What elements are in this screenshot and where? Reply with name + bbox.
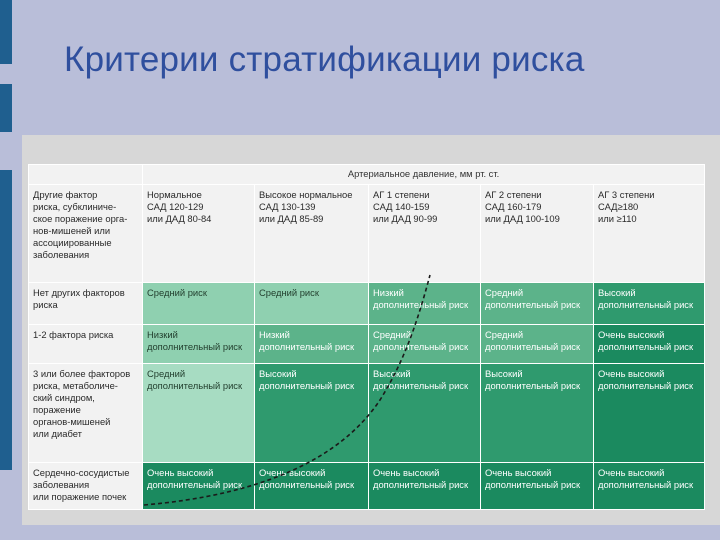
risk-cell-line: Высокий <box>485 367 523 379</box>
row-header-line: ский синдром, <box>33 391 95 403</box>
risk-cell-line: дополнительный риск <box>259 379 355 391</box>
row-header <box>29 283 143 324</box>
risk-cell-line: Очень высокий <box>598 367 665 379</box>
column-header-row <box>29 184 705 283</box>
risk-cell-line: дополнительный риск <box>147 340 243 352</box>
risk-cell <box>255 283 369 324</box>
risk-cell-line: Средний <box>485 287 524 299</box>
row-header-line: заболевания <box>33 478 90 490</box>
risk-cell <box>369 283 481 324</box>
column-header-line: или ДАД 90-99 <box>373 212 438 224</box>
risk-cell-line: дополнительный риск <box>598 340 694 352</box>
column-header-line: САД 140-159 <box>373 200 430 212</box>
accent-bar-top <box>0 0 12 64</box>
risk-cell-line: Средний риск <box>147 287 207 299</box>
risk-cell-line: Низкий <box>259 328 290 340</box>
risk-cell-line: дополнительный риск <box>485 340 581 352</box>
risk-cell <box>369 363 481 462</box>
column-header <box>143 184 255 283</box>
column-header <box>594 184 705 283</box>
table-row <box>29 363 705 462</box>
risk-cell <box>481 324 594 363</box>
risk-cell <box>481 462 594 509</box>
column-header-line: или ≥110 <box>598 212 637 224</box>
risk-cell-line: Средний риск <box>259 287 319 299</box>
risk-cell <box>369 462 481 509</box>
row-header-line: или поражение почек <box>33 490 127 502</box>
risk-cell-line: Средний <box>147 367 186 379</box>
corner-header-line: заболевания <box>33 248 90 260</box>
risk-cell <box>255 462 369 509</box>
risk-cell-line: Средний <box>373 328 412 340</box>
risk-cell <box>481 363 594 462</box>
column-header-line: Нормальное <box>147 188 202 200</box>
risk-cell <box>143 283 255 324</box>
risk-cell-line: дополнительный риск <box>598 299 694 311</box>
row-header-line: или диабет <box>33 427 82 439</box>
row-header-line: Нет других факторов <box>33 287 125 299</box>
risk-cell-line: дополнительный риск <box>598 478 694 490</box>
row-header-line: органов-мишеней <box>33 415 111 427</box>
risk-cell-line: дополнительный риск <box>373 379 469 391</box>
row-header-line: 1-2 фактора риска <box>33 328 114 340</box>
risk-cell-line: дополнительный риск <box>485 478 581 490</box>
column-header <box>481 184 594 283</box>
risk-cell-line: Очень высокий <box>147 466 214 478</box>
risk-cell-line: дополнительный риск <box>147 379 243 391</box>
risk-cell-line: дополнительный риск <box>373 299 469 311</box>
column-header-line: АГ 1 степени <box>373 188 430 200</box>
column-header-line: или ДАД 100-109 <box>485 212 560 224</box>
column-header-line: Высокое нормальное <box>259 188 353 200</box>
risk-cell-line: Высокий <box>373 367 411 379</box>
column-header <box>369 184 481 283</box>
row-header-line: Сердечно-сосудистые <box>33 466 130 478</box>
risk-cell-line: дополнительный риск <box>598 379 694 391</box>
risk-cell-line: Очень высокий <box>373 466 440 478</box>
row-header-line: риска <box>33 299 58 311</box>
slide-title: Критерии стратификации риска <box>64 40 585 79</box>
risk-cell <box>369 324 481 363</box>
risk-cell-line: дополнительный риск <box>259 340 355 352</box>
table-row <box>29 324 705 363</box>
corner-header-line: ское поражение орга- <box>33 212 128 224</box>
column-header-line: САД≥180 <box>598 200 639 212</box>
row-header-line: поражение <box>33 403 81 415</box>
column-header-line: САД 120-129 <box>147 200 204 212</box>
risk-cell-line: дополнительный риск <box>373 340 469 352</box>
table-row <box>29 462 705 509</box>
column-header-line: САД 160-179 <box>485 200 542 212</box>
risk-cell <box>255 363 369 462</box>
risk-cell <box>143 324 255 363</box>
risk-cell-line: Средний <box>485 328 524 340</box>
row-header <box>29 363 143 462</box>
risk-cell-line: Высокий <box>598 287 636 299</box>
table-corner-blank <box>29 165 143 185</box>
risk-cell-line: Очень высокий <box>598 328 665 340</box>
risk-cell-line: Очень высокий <box>259 466 326 478</box>
risk-cell <box>594 462 705 509</box>
column-header-line: АГ 3 степени <box>598 188 655 200</box>
risk-cell-line: Очень высокий <box>485 466 552 478</box>
column-header-line: АГ 2 степени <box>485 188 542 200</box>
column-header-line: САД 130-139 <box>259 200 316 212</box>
risk-cell-line: Высокий <box>259 367 297 379</box>
accent-bar-bottom <box>0 170 12 470</box>
blood-pressure-header: Артериальное давление, мм рт. ст. <box>143 165 705 185</box>
corner-header-line: нов-мишеней или <box>33 224 111 236</box>
corner-header <box>29 184 143 283</box>
risk-cell-line: дополнительный риск <box>259 478 355 490</box>
accent-bar-middle <box>0 84 12 132</box>
row-header <box>29 462 143 509</box>
row-header <box>29 324 143 363</box>
risk-cell <box>143 462 255 509</box>
row-header-line: 3 или более факторов <box>33 367 131 379</box>
risk-cell <box>481 283 594 324</box>
risk-cell-line: Очень высокий <box>598 466 665 478</box>
risk-cell-line: дополнительный риск <box>147 478 243 490</box>
risk-cell-line: Низкий <box>373 287 404 299</box>
corner-header-line: ассоциированные <box>33 236 112 248</box>
risk-cell <box>594 283 705 324</box>
risk-cell-line: дополнительный риск <box>485 299 581 311</box>
corner-header-line: риска, субклиниче- <box>33 200 117 212</box>
risk-cell <box>594 363 705 462</box>
column-header <box>255 184 369 283</box>
risk-cell-line: дополнительный риск <box>373 478 469 490</box>
risk-cell <box>255 324 369 363</box>
column-header-line: или ДАД 85-89 <box>259 212 324 224</box>
row-header-line: риска, метаболиче- <box>33 379 118 391</box>
column-header-line: или ДАД 80-84 <box>147 212 212 224</box>
risk-cell-line: Низкий <box>147 328 178 340</box>
risk-cell-line: дополнительный риск <box>485 379 581 391</box>
table-row <box>29 283 705 324</box>
table-body <box>29 283 705 510</box>
risk-stratification-table <box>28 164 705 510</box>
risk-cell <box>594 324 705 363</box>
corner-header-line: Другие фактор <box>33 188 98 200</box>
risk-cell <box>143 363 255 462</box>
